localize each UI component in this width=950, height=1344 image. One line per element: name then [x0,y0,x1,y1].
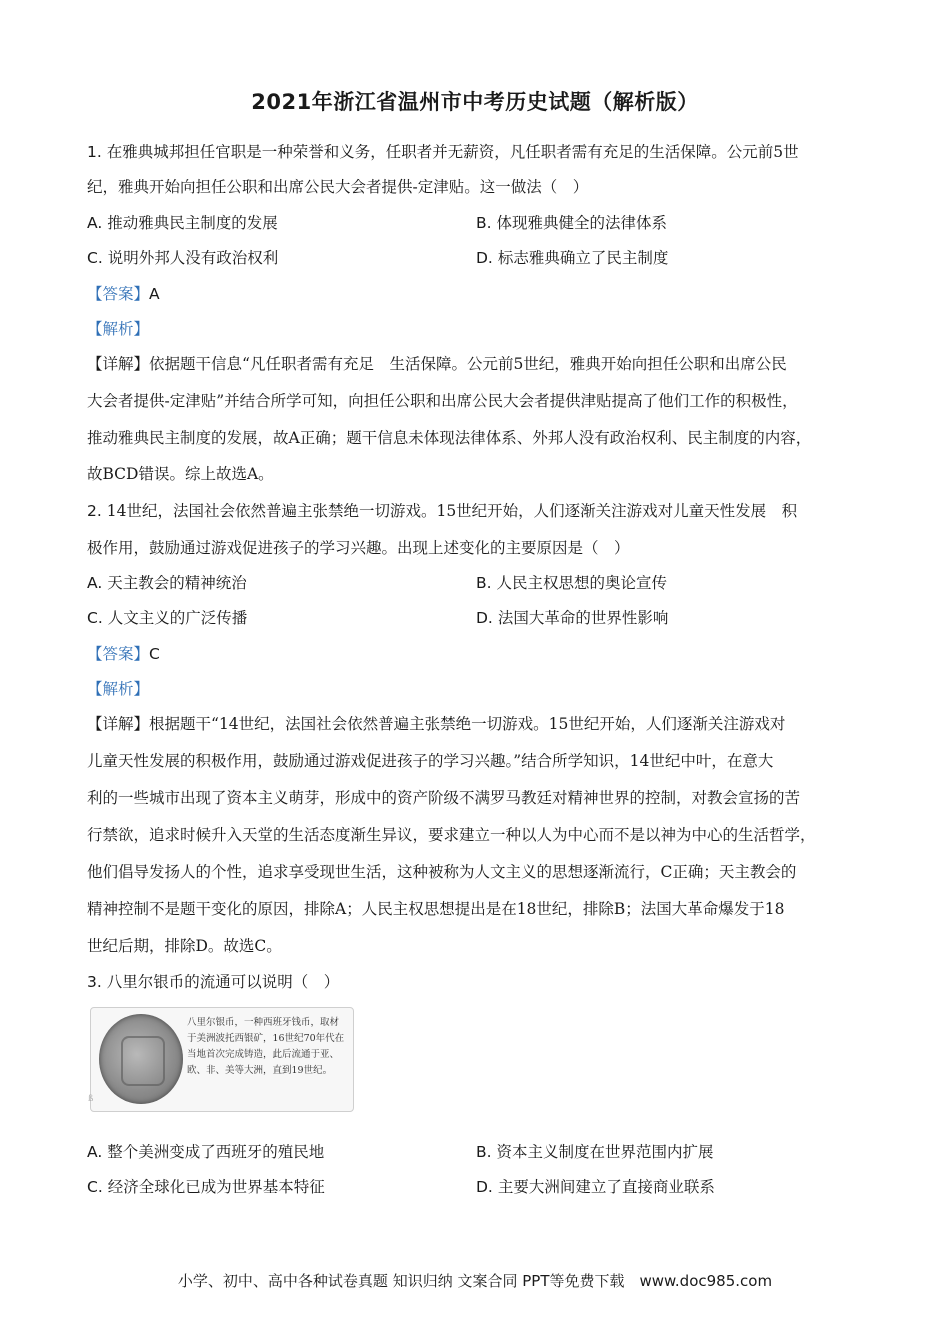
q1-detail-line2: 大会者提供-定津贴”并结合所学可知，向担任公职和出席公民大会者提供津贴提高了他们工作的积极性， [87,392,798,410]
q2-option-c: C. 人文主义的广泛传播 [87,609,248,627]
q1-detail-line3: 推动雅典民主制度的发展，故A正确；题干信息未体现法律体系、外邦人没有政治权利、民主制度的内容， [87,429,812,447]
q1-detail-line4: 故BCD错误。综上故选A。 [87,465,274,483]
q3-option-a: A. 整个美洲变成了西班牙的殖民地 [87,1143,325,1161]
q2-detail-line3: 利的一些城市出现了资本主义萌芽，形成中的资产阶级不满罗马教廷对精神世界的控制，对教会宣扬的苦 [87,789,801,807]
page-title: 2021年浙江省温州市中考历史试题（解析版） [251,90,699,114]
q1-analysis-heading: 【解析】 [87,320,150,338]
q1-option-c: C. 说明外邦人没有政治权利 [87,249,279,267]
q1-answer-value: A [149,285,160,303]
q3-stem-text1: 八里尔银币的流通可以说明（ ） [106,973,340,991]
q1-option-b: B. 体现雅典健全的法律体系 [476,214,668,232]
q1-stem-text1: 在雅典城邦担任官职是一种荣誉和义务，任职者并无薪资，凡任职者需有充足的生活保障。公元前5世 [106,143,799,161]
q2-analysis-heading: 【解析】 [87,680,150,698]
q3-option-d: D. 主要大洲间建立了直接商业联系 [476,1178,715,1196]
q3-option-c: C. 经济全球化已成为世界基本特征 [87,1178,325,1196]
q2-detail-line5: 他们倡导发扬人的个性，追求享受现世生活，这种被称为人文主义的思想逐渐流行，C正确；天主教会的 [87,863,797,881]
q2-stem-line1 [87,500,867,522]
q2-option-a: A. 天主教会的精神统治 [87,574,247,592]
q3-stem-line1 [87,971,867,993]
q3-option-b: B. 资本主义制度在世界范围内扩展 [476,1143,714,1161]
page-footer: 小学、初中、高中各种试卷真题 知识归纳 文案合同 PPT等免费下载 www.doc985.com [177,1272,773,1290]
q1-stem-line2: 纪，雅典开始向担任公职和出席公民大会者提供-定津贴。这一做法（ ） [87,178,589,196]
q2-answer: 【答案】C [87,645,160,663]
detail-tag: 【详解】 [87,355,150,373]
q2-answer-value: C [149,645,160,663]
q1-stem-line1 [87,141,867,163]
q1-option-a: A. 推动雅典民主制度的发展 [87,214,278,232]
silver-coin-figure [90,1007,354,1112]
q1-detail-line1: 【详解】依据题干信息“凡任职者需有充足 生活保障。公元前5世纪，雅典开始向担任公职和出席公民 [87,355,787,373]
q2-stem-line2: 极作用，鼓励通过游戏促进孩子的学习兴趣。出现上述变化的主要原因是（ ） [87,539,630,557]
q1-option-d: D. 标志雅典确立了民主制度 [476,249,669,267]
q2-stem-text1: 14世纪，法国社会依然普遍主张禁绝一切游戏。15世纪开始，人们逐渐关注游戏对儿童天性发展 积 [106,502,798,520]
q2-detail-line1: 【详解】根据题干“14世纪，法国社会依然普遍主张禁绝一切游戏。15世纪开始，人们逐渐关注游戏对 [87,715,786,733]
silver-coin-image [99,1014,183,1104]
q3-number: 3. [87,973,102,991]
q2-detail-line2: 儿童天性发展的积极作用，鼓励通过游戏促进孩子的学习兴趣。”结合所学知识，14世纪中叶，在意大 [87,752,774,770]
q2-detail-line4: 行禁欲，追求时候升入天堂的生活态度渐生异议，要求建立一种以人为中心而不是以神为中心的生活哲学， [87,826,816,844]
q2-detail-line6: 精神控制不是题干变化的原因，排除A；人民主权思想提出是在18世纪，排除B；法国大革命爆发于18 [87,900,785,918]
q2-detail-line7: 世纪后期，排除D。故选C。 [87,937,282,955]
q1-number: 1. [87,143,102,161]
q1-answer [87,283,867,305]
answer-tag: 【答案】 [87,285,150,303]
q2-option-b: B. 人民主权思想的奥论宣传 [476,574,668,592]
q2-number: 2. [87,502,102,520]
q2-option-d: D. 法国大革命的世界性影响 [476,609,669,627]
coin-caption: 八里尔银币，一种西班牙钱币，取材于美洲波托西银矿，16世纪70年代在当地首次完成铸造，此后流通于亚、欧、非、美等大洲，直到19世纪。 [187,1017,345,1076]
figure-corner-mark: ß [88,1094,94,1103]
